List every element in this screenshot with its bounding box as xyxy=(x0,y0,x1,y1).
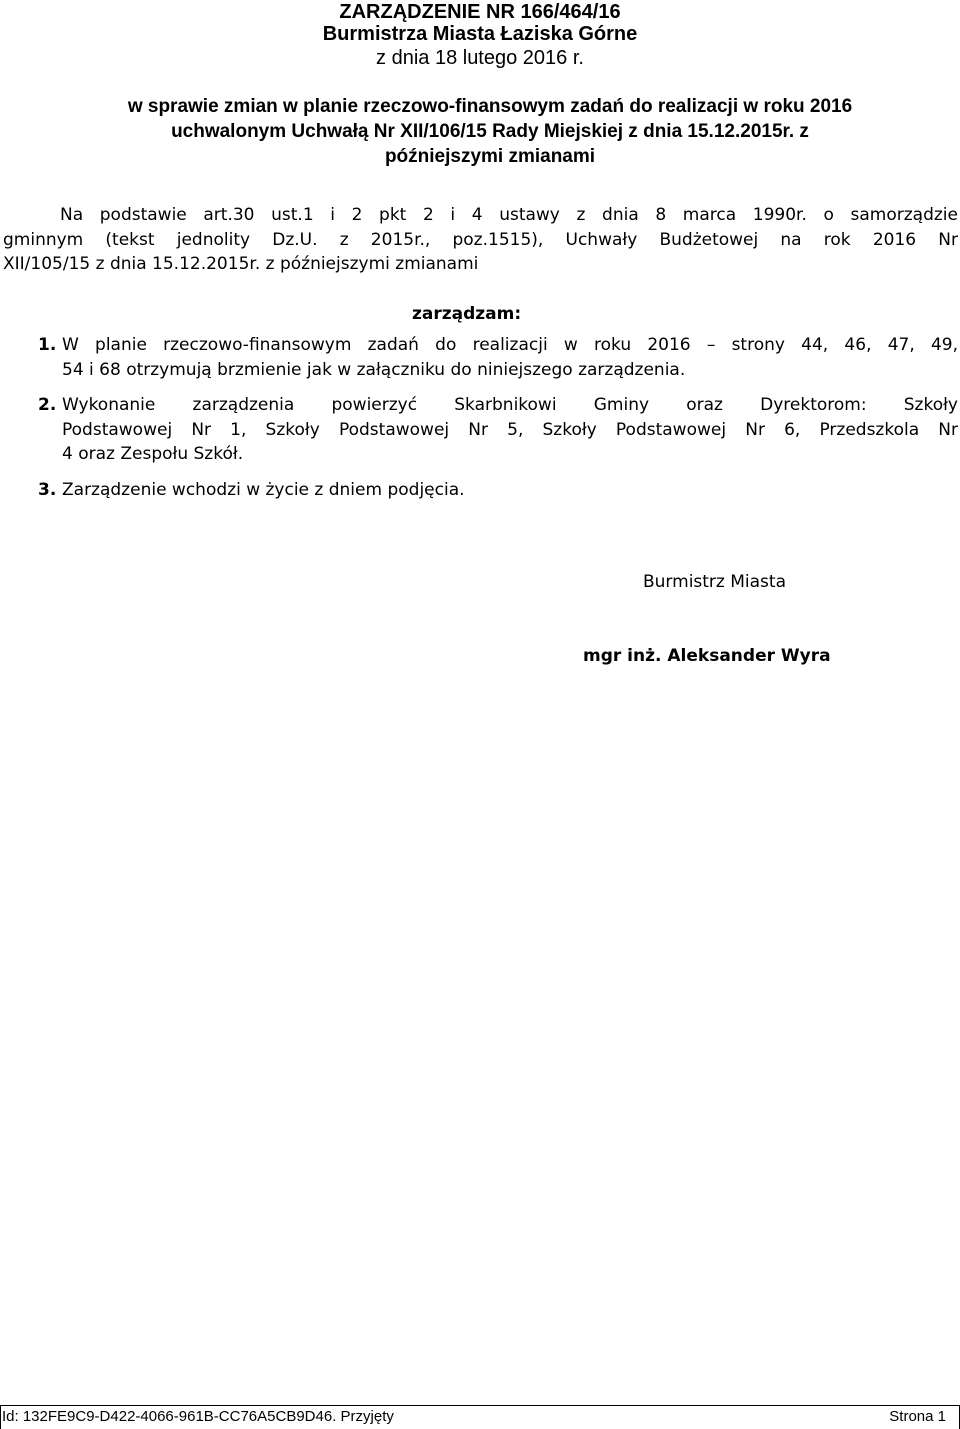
subject-line-3: późniejszymi zmianami xyxy=(384,146,596,167)
document-date: z dnia 18 lutego 2016 r. xyxy=(376,47,584,69)
item-1-line-2: 54 i 68 otrzymują brzmienie jak w załączniku do niniejszego zarządzenia. xyxy=(62,360,686,380)
document-issuer: Burmistrza Miasta Łaziska Górne xyxy=(322,23,638,45)
item-number: 2. xyxy=(38,395,57,415)
decree-word: zarządzam: xyxy=(412,304,522,324)
subject-line-2: uchwalonym Uchwałą Nr XII/106/15 Rady Miejskiej z dnia 15.12.2015r. z xyxy=(171,121,809,142)
page-footer xyxy=(0,1405,960,1429)
item-1-line-1: W planie rzeczowo-finansowym zadań do realizacji w roku 2016 – strony 44, 46, 47, 49, xyxy=(62,335,958,355)
signature-role: Burmistrz Miasta xyxy=(643,572,786,592)
basis-line-1: Na podstawie art.30 ust.1 i 2 pkt 2 i 4 ustawy z dnia 8 marca 1990r. o samorządzie xyxy=(60,205,958,225)
subject-line-1: w sprawie zmian w planie rzeczowo-finansowym zadań do realizacji w roku 2016 xyxy=(127,96,853,117)
document-id: Id: 132FE9C9-D422-4066-961B-CC76A5CB9D46. Przyjęty xyxy=(2,1408,394,1425)
item-number: 1. xyxy=(38,335,57,355)
item-2-line-3: 4 oraz Zespołu Szkół. xyxy=(62,444,244,464)
item-2-line-2: Podstawowej Nr 1, Szkoły Podstawowej Nr 5, Szkoły Podstawowej Nr 6, Przedszkola Nr xyxy=(62,420,958,440)
item-number: 3. xyxy=(38,480,57,500)
document-title: ZARZĄDZENIE NR 166/464/16 xyxy=(339,1,621,23)
signature-name: mgr inż. Aleksander Wyra xyxy=(583,646,831,666)
page-number: Strona 1 xyxy=(889,1408,946,1425)
basis-line-2: gminnym (tekst jednolity Dz.U. z 2015r., poz.1515), Uchwały Budżetowej na rok 2016 Nr xyxy=(3,230,958,250)
item-2-line-1: Wykonanie zarządzenia powierzyć Skarbnikowi Gminy oraz Dyrektorom: Szkoły xyxy=(62,395,958,415)
item-3-line-1: Zarządzenie wchodzi w życie z dniem podjęcia. xyxy=(62,480,465,500)
footer-left-border xyxy=(0,1406,1,1429)
basis-line-3: XII/105/15 z dnia 15.12.2015r. z późniejszymi zmianami xyxy=(3,254,479,274)
